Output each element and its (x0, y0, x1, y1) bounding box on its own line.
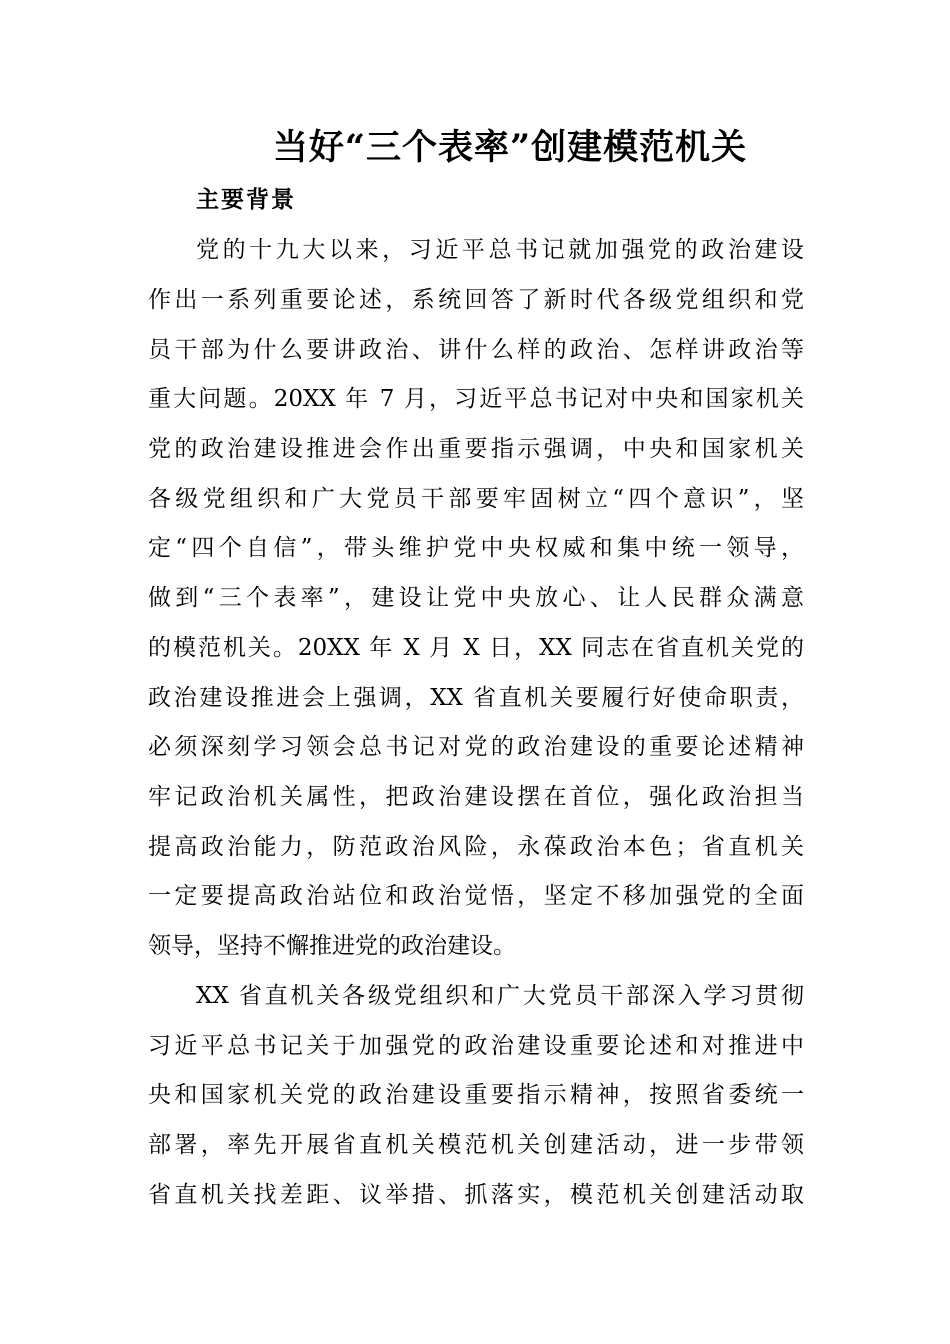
section-heading: 主要背景 (196, 186, 296, 213)
paragraph-line: 牢记政治机关属性，把政治建设摆在首位，强化政治担当 (148, 784, 804, 810)
paragraph-line: 提高政治能力，防范政治风险，永葆政治本色；省直机关 (148, 834, 804, 860)
paragraph-line: 习近平总书记关于加强党的政治建设重要论述和对推进中 (148, 1033, 804, 1059)
paragraph-line: 员干部为什么要讲政治、讲什么样的政治、怎样讲政治等 (148, 337, 804, 363)
paragraph-line: 各级党组织和广大党员干部要牢固树立“四个意识”，坚 (148, 486, 804, 512)
paragraph-line: 领导，坚持不懈推进党的政治建设。 (148, 933, 516, 959)
paragraph-line: 必须深刻学习领会总书记对党的政治建设的重要论述精神 (148, 734, 804, 760)
paragraph-line: 定“四个自信”，带头维护党中央权威和集中统一领导， (148, 535, 804, 561)
paragraph-line: 部署，率先开展省直机关模范机关创建活动，进一步带领 (148, 1132, 804, 1158)
paragraph-line: 党的十九大以来，习近平总书记就加强党的政治建设 (196, 237, 804, 263)
paragraph-line: 一定要提高政治站位和政治觉悟，坚定不移加强党的全面 (148, 883, 804, 909)
paragraph-line: 党的政治建设推进会作出重要指示强调，中央和国家机关 (148, 436, 804, 462)
paragraph-line: 作出一系列重要论述，系统回答了新时代各级党组织和党 (148, 287, 804, 313)
paragraph-line: 省直机关找差距、议举措、抓落实，模范机关创建活动取 (148, 1182, 804, 1208)
paragraph-line: 的模范机关。20XX 年 X 月 X 日，XX 同志在省直机关党的 (148, 635, 804, 661)
paragraph-line: 做到“三个表率”，建设让党中央放心、让人民群众满意 (148, 585, 804, 611)
document-title: 当好“三个表率”创建模范机关 (272, 127, 748, 168)
paragraph-line: XX 省直机关各级党组织和广大党员干部深入学习贯彻 (196, 983, 804, 1009)
paragraph-line: 央和国家机关党的政治建设重要指示精神，按照省委统一 (148, 1082, 804, 1108)
paragraph-line: 重大问题。20XX 年 7 月，习近平总书记对中央和国家机关 (148, 386, 804, 412)
paragraph-line: 政治建设推进会上强调，XX 省直机关要履行好使命职责， (148, 685, 804, 711)
